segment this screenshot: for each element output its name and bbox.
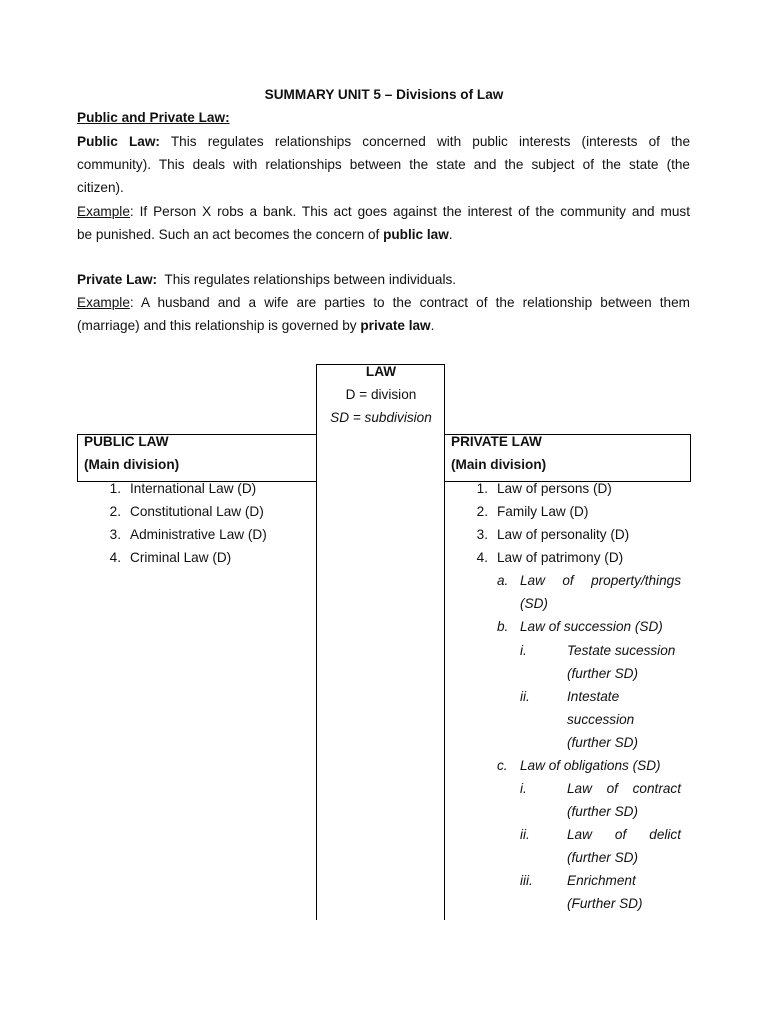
public-law-paragraph <box>77 130 690 246</box>
private-law-sublabel: (Main division) <box>451 457 547 472</box>
list-item: 3. Administrative Law (D) <box>109 527 267 542</box>
sub-a-line-1: Law of property/things <box>520 573 681 588</box>
private-law-paragraph <box>77 268 690 338</box>
private-law-term: Private Law: <box>77 272 158 287</box>
page-title: SUMMARY UNIT 5 – Divisions of Law <box>264 87 504 102</box>
list-item: 1. Law of persons (D) <box>476 481 612 496</box>
sub-b-ii-line-3: (further SD) <box>567 735 639 750</box>
public-law-example-line-2: be punished. Such an act becomes the concern of public law. <box>77 226 453 242</box>
sub-b-ii-numeral: ii. <box>520 689 530 704</box>
sub-c-iii-numeral: iii. <box>520 873 533 888</box>
sub-b-i-line-1: Testate sucession <box>567 643 676 658</box>
sub-c-iii-line-1: Enrichment <box>567 873 636 888</box>
sub-b-i-numeral: i. <box>520 643 527 658</box>
sub-c-ii-line-1: Law of delict <box>567 827 681 842</box>
sub-b-i-line-2: (further SD) <box>567 666 639 681</box>
private-law-label: PRIVATE LAW <box>451 434 542 449</box>
division-legend: D = division <box>345 387 417 402</box>
law-title: LAW <box>365 364 397 379</box>
list-item: 3. Law of personality (D) <box>476 527 630 542</box>
private-law-example-line-2: (marriage) and this relationship is governed by private law. <box>77 318 435 334</box>
sub-c-i-line-2: (further SD) <box>567 804 639 819</box>
list-item: 2. Constitutional Law (D) <box>109 504 264 519</box>
public-law-term: Public Law: <box>77 134 160 149</box>
list-item: 1. International Law (D) <box>109 481 257 496</box>
private-law-line-1: Private Law: This regulates relationships between individuals. <box>77 272 457 287</box>
public-law-line-2: community). This deals with relationships between the state and the subject of the state (the <box>77 157 690 173</box>
list-item: 4. Law of patrimony (D) <box>476 550 624 565</box>
sub-letter-c: c. <box>497 758 508 773</box>
sub-c-ii-line-2: (further SD) <box>567 850 639 865</box>
sub-c-line-1: Law of obligations (SD) <box>520 758 661 773</box>
public-law-example-line-1: Example: If Person X robs a bank. This act goes against the interest of the community and must <box>77 203 690 219</box>
public-law-line-3: citizen). <box>77 180 124 196</box>
sub-c-iii-line-2: (Further SD) <box>567 896 643 911</box>
sub-b-line-1: Law of succession (SD) <box>520 619 663 634</box>
section-heading: Public and Private Law: <box>77 110 230 125</box>
example-label: Example <box>77 203 130 219</box>
list-item: 4. Criminal Law (D) <box>109 550 232 565</box>
public-law-label: PUBLIC LAW <box>84 434 169 449</box>
public-law-line-1: Public Law: This regulates relationships concerned with public interests (interests of the <box>77 134 691 149</box>
list-item: 2. Family Law (D) <box>476 504 589 519</box>
sub-b-ii-line-1: Intestate <box>567 689 620 704</box>
sub-c-i-numeral: i. <box>520 781 527 796</box>
subdivision-legend: SD = subdivision <box>330 410 432 425</box>
sub-b-ii-line-2: succession <box>567 712 635 727</box>
private-law-example-line-1: Example: A husband and a wife are parties to the contract of the relationship between them <box>77 295 690 311</box>
example-label: Example <box>77 295 130 311</box>
sub-letter-a: a. <box>497 573 509 588</box>
sub-a-line-2: (SD) <box>520 596 548 611</box>
sub-letter-b: b. <box>497 619 509 634</box>
public-law-sublabel: (Main division) <box>84 457 180 472</box>
sub-c-i-line-1: Law of contract <box>567 781 681 796</box>
sub-c-ii-numeral: ii. <box>520 827 530 842</box>
